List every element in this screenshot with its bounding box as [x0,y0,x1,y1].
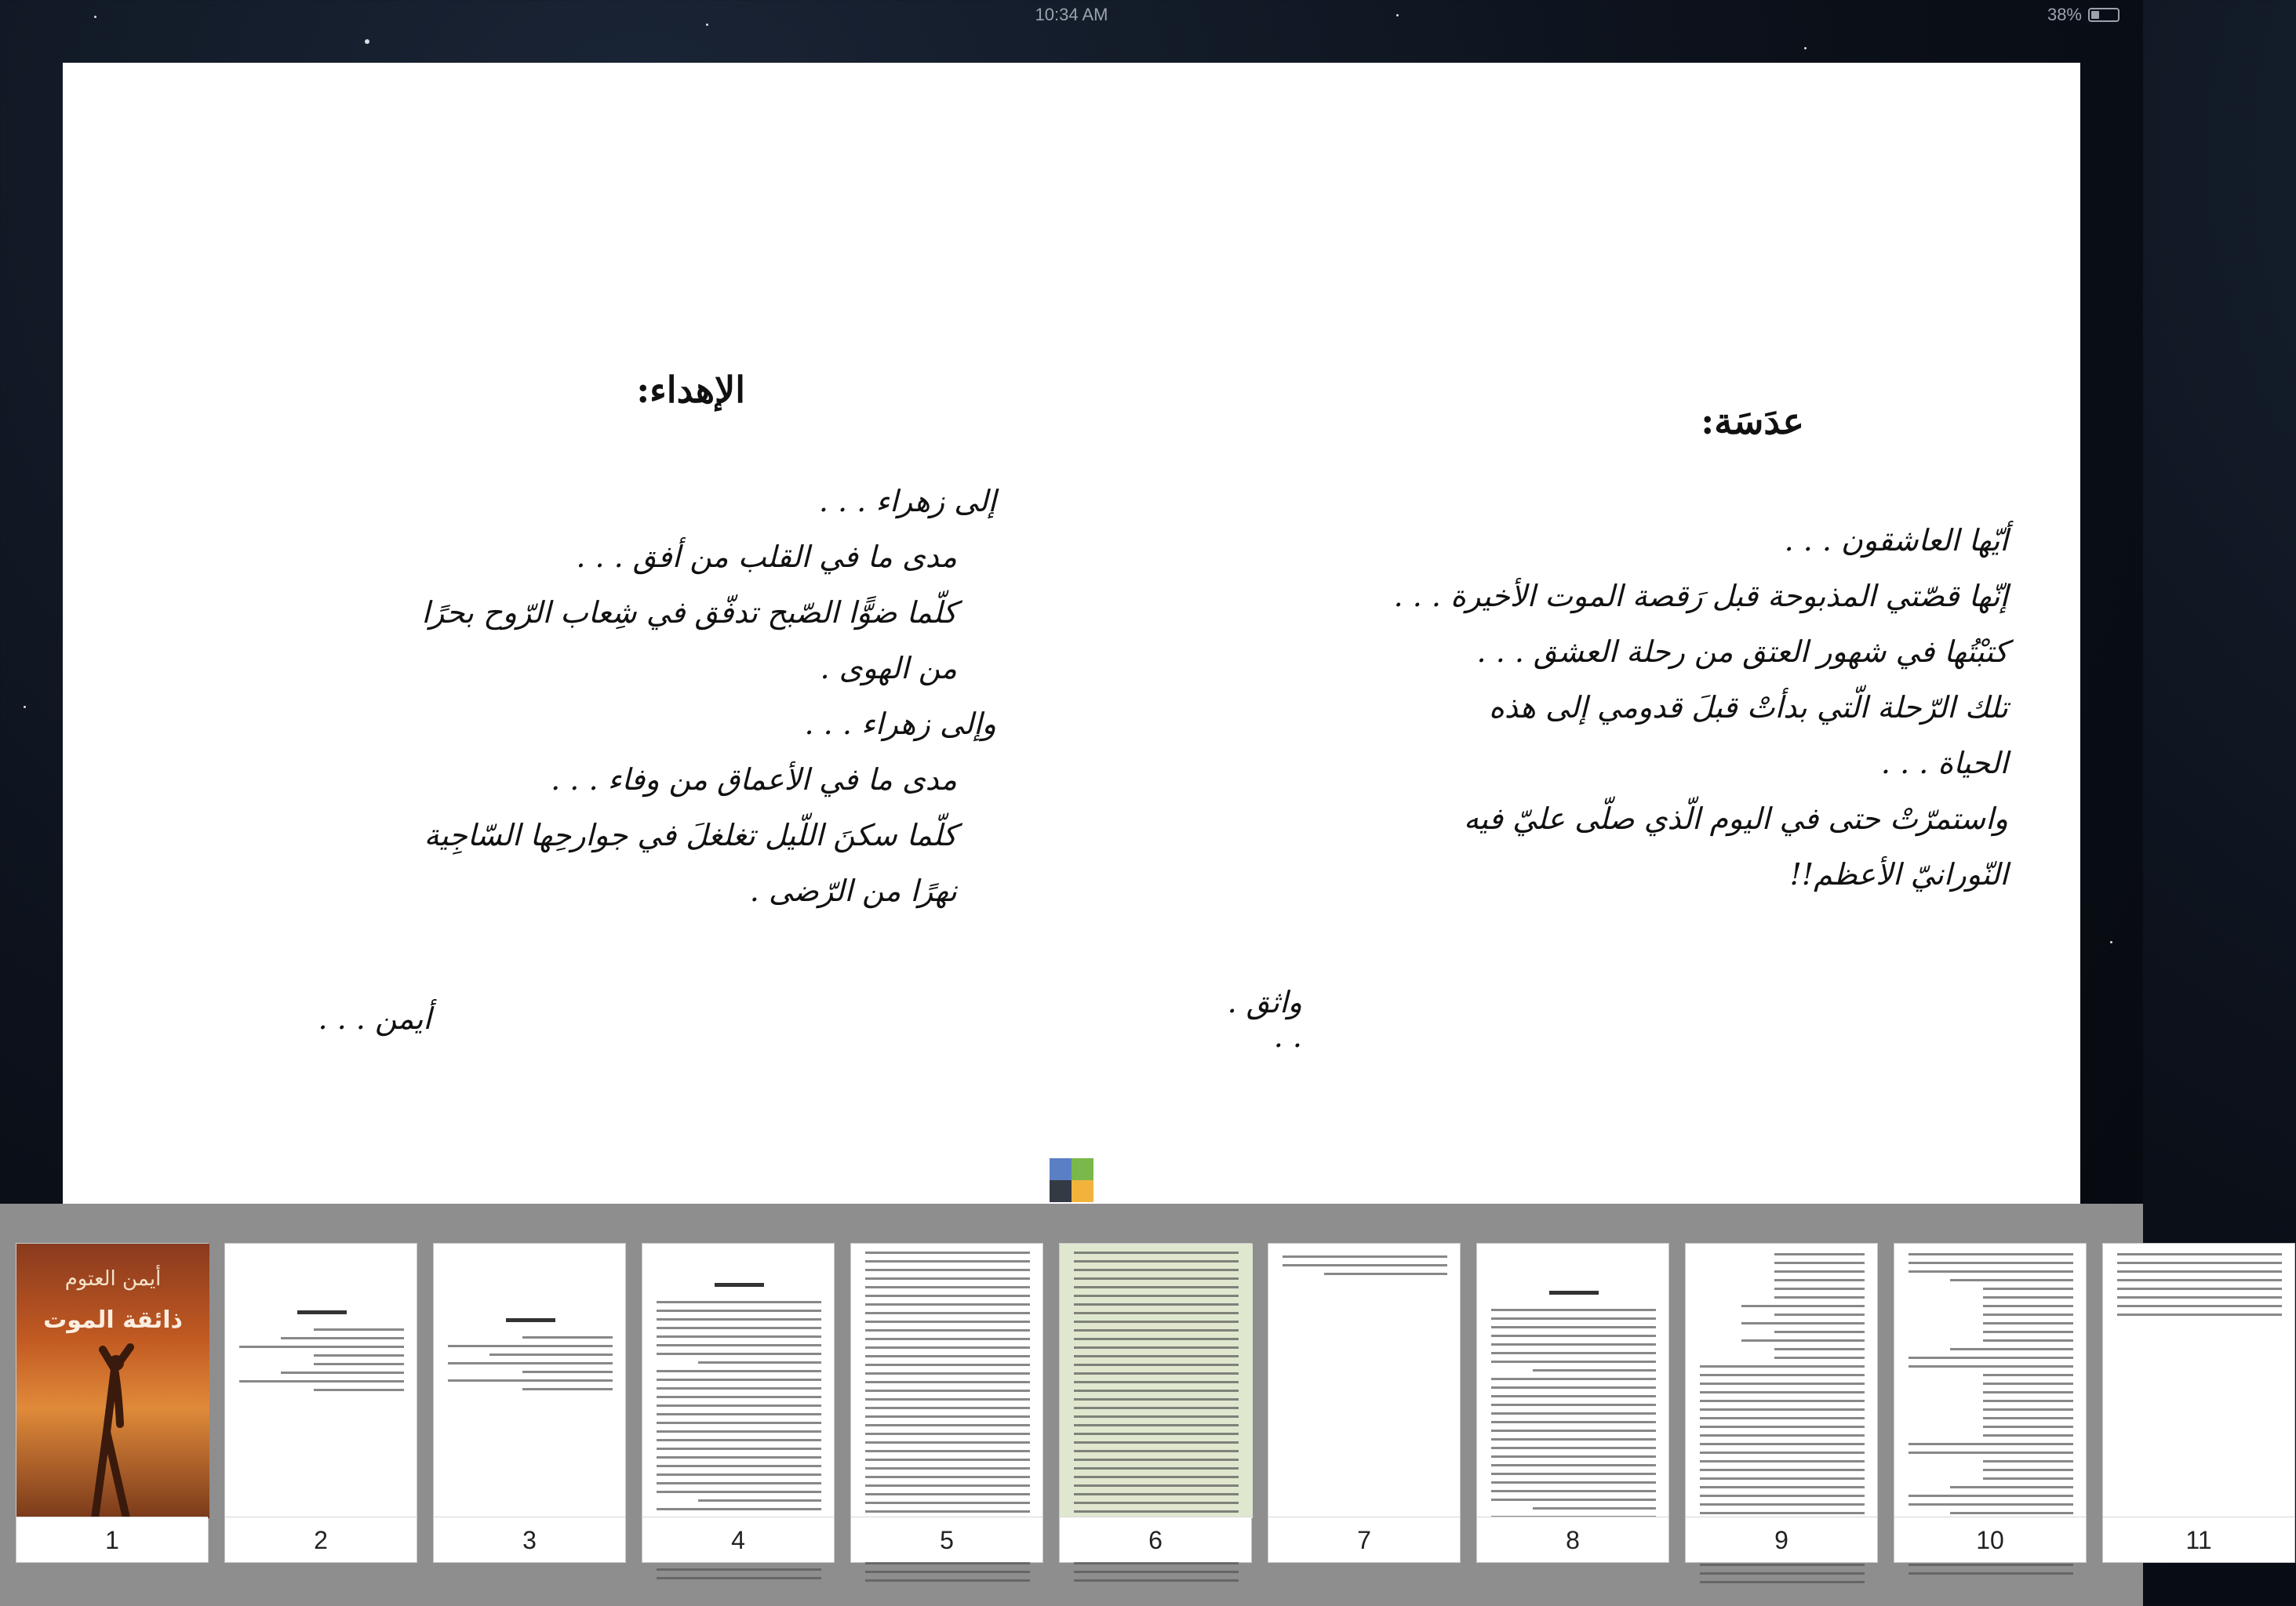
text-line: النّورانيّ الأعظم!! [1789,857,2008,892]
thumbnail-page-9[interactable] [1685,1243,1878,1563]
thumbnail-number: 5 [851,1517,1042,1562]
thumbnail-image [851,1244,1044,1518]
text-line: نهرًا من الرّضى . [749,874,957,908]
status-bar [0,0,2143,31]
app-menu-button[interactable] [1050,1158,1093,1202]
thumbnail-number: 2 [225,1517,417,1562]
text-line: تلك الرّحلة الّتي بدأتْ قبلَ قدومي إلى هذه [1488,690,2008,725]
thumbnail-image [1686,1244,1879,1518]
logo-icon-tile [1050,1158,1072,1180]
text-line: من الهوى . [820,651,957,685]
background-star [1396,14,1399,16]
thumbnail-page-7[interactable] [1268,1243,1461,1563]
thumbnail-number: 10 [1894,1517,2086,1562]
text-line: مدى ما في الأعماق من وفاء . . . [551,762,957,797]
thumbnail-page-10[interactable] [1894,1243,2087,1563]
thumbnail-number: 7 [1268,1517,1460,1562]
thumbnail-image [434,1244,627,1518]
signature: أيمن . . . [318,1001,431,1036]
thumbnail-number: 9 [1686,1517,1877,1562]
background-star [24,706,26,708]
text-line: مدى ما في القلب من أفق . . . [576,540,957,574]
signature: واثق . . . [1227,985,1302,1054]
thumbnail-page-1[interactable] [16,1243,209,1563]
text-line: كلّما سكنَ اللّيل تغلغلَ في جوارحِها السّاجِية [424,818,957,852]
thumbnail-number: 1 [16,1517,208,1562]
book-page-spread[interactable] [63,63,2080,1204]
thumbnail-page-3[interactable] [433,1243,626,1563]
book-page-lens [1224,400,2008,1054]
battery-percent: 38% [2047,5,2082,24]
background-star [2110,941,2112,943]
thumbnail-number: 11 [2103,1517,2294,1562]
background-star [365,39,369,44]
thumbnail-image [1477,1244,1670,1518]
thumbnail-page-11[interactable] [2102,1243,2295,1563]
page-heading: الإهداء: [636,369,745,411]
battery-status [2047,5,2120,25]
logo-icon-tile [1072,1158,1093,1180]
thumbnail-image [642,1244,835,1518]
text-line: كتبْتُها في شهور العتق من رحلة العشق . . . [1476,634,2008,669]
thumbnail-number: 4 [642,1517,834,1562]
text-line: أيّها العاشقون . . . [1784,523,2008,558]
status-time: 10:34 AM [1035,5,1108,24]
thumbnail-image [225,1244,418,1518]
text-line: إنّها قصّتي المذبوحة قبل رَقصة الموت الأخيرة . . . [1393,579,2008,613]
thumbnail-number: 6 [1060,1517,1251,1562]
background-star [706,24,708,26]
book-cover [16,1244,209,1518]
thumbnail-image [1060,1244,1253,1518]
thumbnail-image [1894,1244,2087,1518]
thumbnail-page-2[interactable] [224,1243,417,1563]
thumbnail-page-5[interactable] [850,1243,1043,1563]
thumbnail-page-4[interactable] [642,1243,835,1563]
thumbnail-page-8[interactable] [1476,1243,1669,1563]
thumbnail-image [2103,1244,2296,1518]
page-heading: عدَسَة: [1701,400,1804,442]
thumbnail-number: 8 [1477,1517,1668,1562]
background-star [1804,47,1807,49]
book-page-dedication [251,369,996,1036]
thumbnail-page-6[interactable] [1059,1243,1252,1563]
page-thumbnail-strip[interactable] [0,1204,2212,1606]
cover-author: أيمن العتوم [64,1267,162,1291]
battery-icon [2088,8,2120,22]
text-line: إلى زهراء . . . [818,484,996,518]
text-line: واستمرّتْ حتى في اليوم الّذي صلّى عليّ فيه [1464,801,2008,836]
text-line: وإلى زهراء . . . [804,707,996,741]
logo-icon-tile [1072,1180,1093,1202]
logo-icon-tile [1050,1180,1072,1202]
thumbnail-image [16,1244,209,1518]
text-line: كلّما ضوًّا الصّبح تدفّق في شِعاب الرّوح بحرًا [421,595,957,630]
background-star [94,16,96,18]
cover-title: ذائقة الموت [43,1306,183,1334]
thumbnail-number: 3 [434,1517,625,1562]
text-line: الحياة . . . [1880,746,2008,780]
cover-figure-illustration [71,1346,158,1518]
thumbnail-image [1268,1244,1461,1518]
